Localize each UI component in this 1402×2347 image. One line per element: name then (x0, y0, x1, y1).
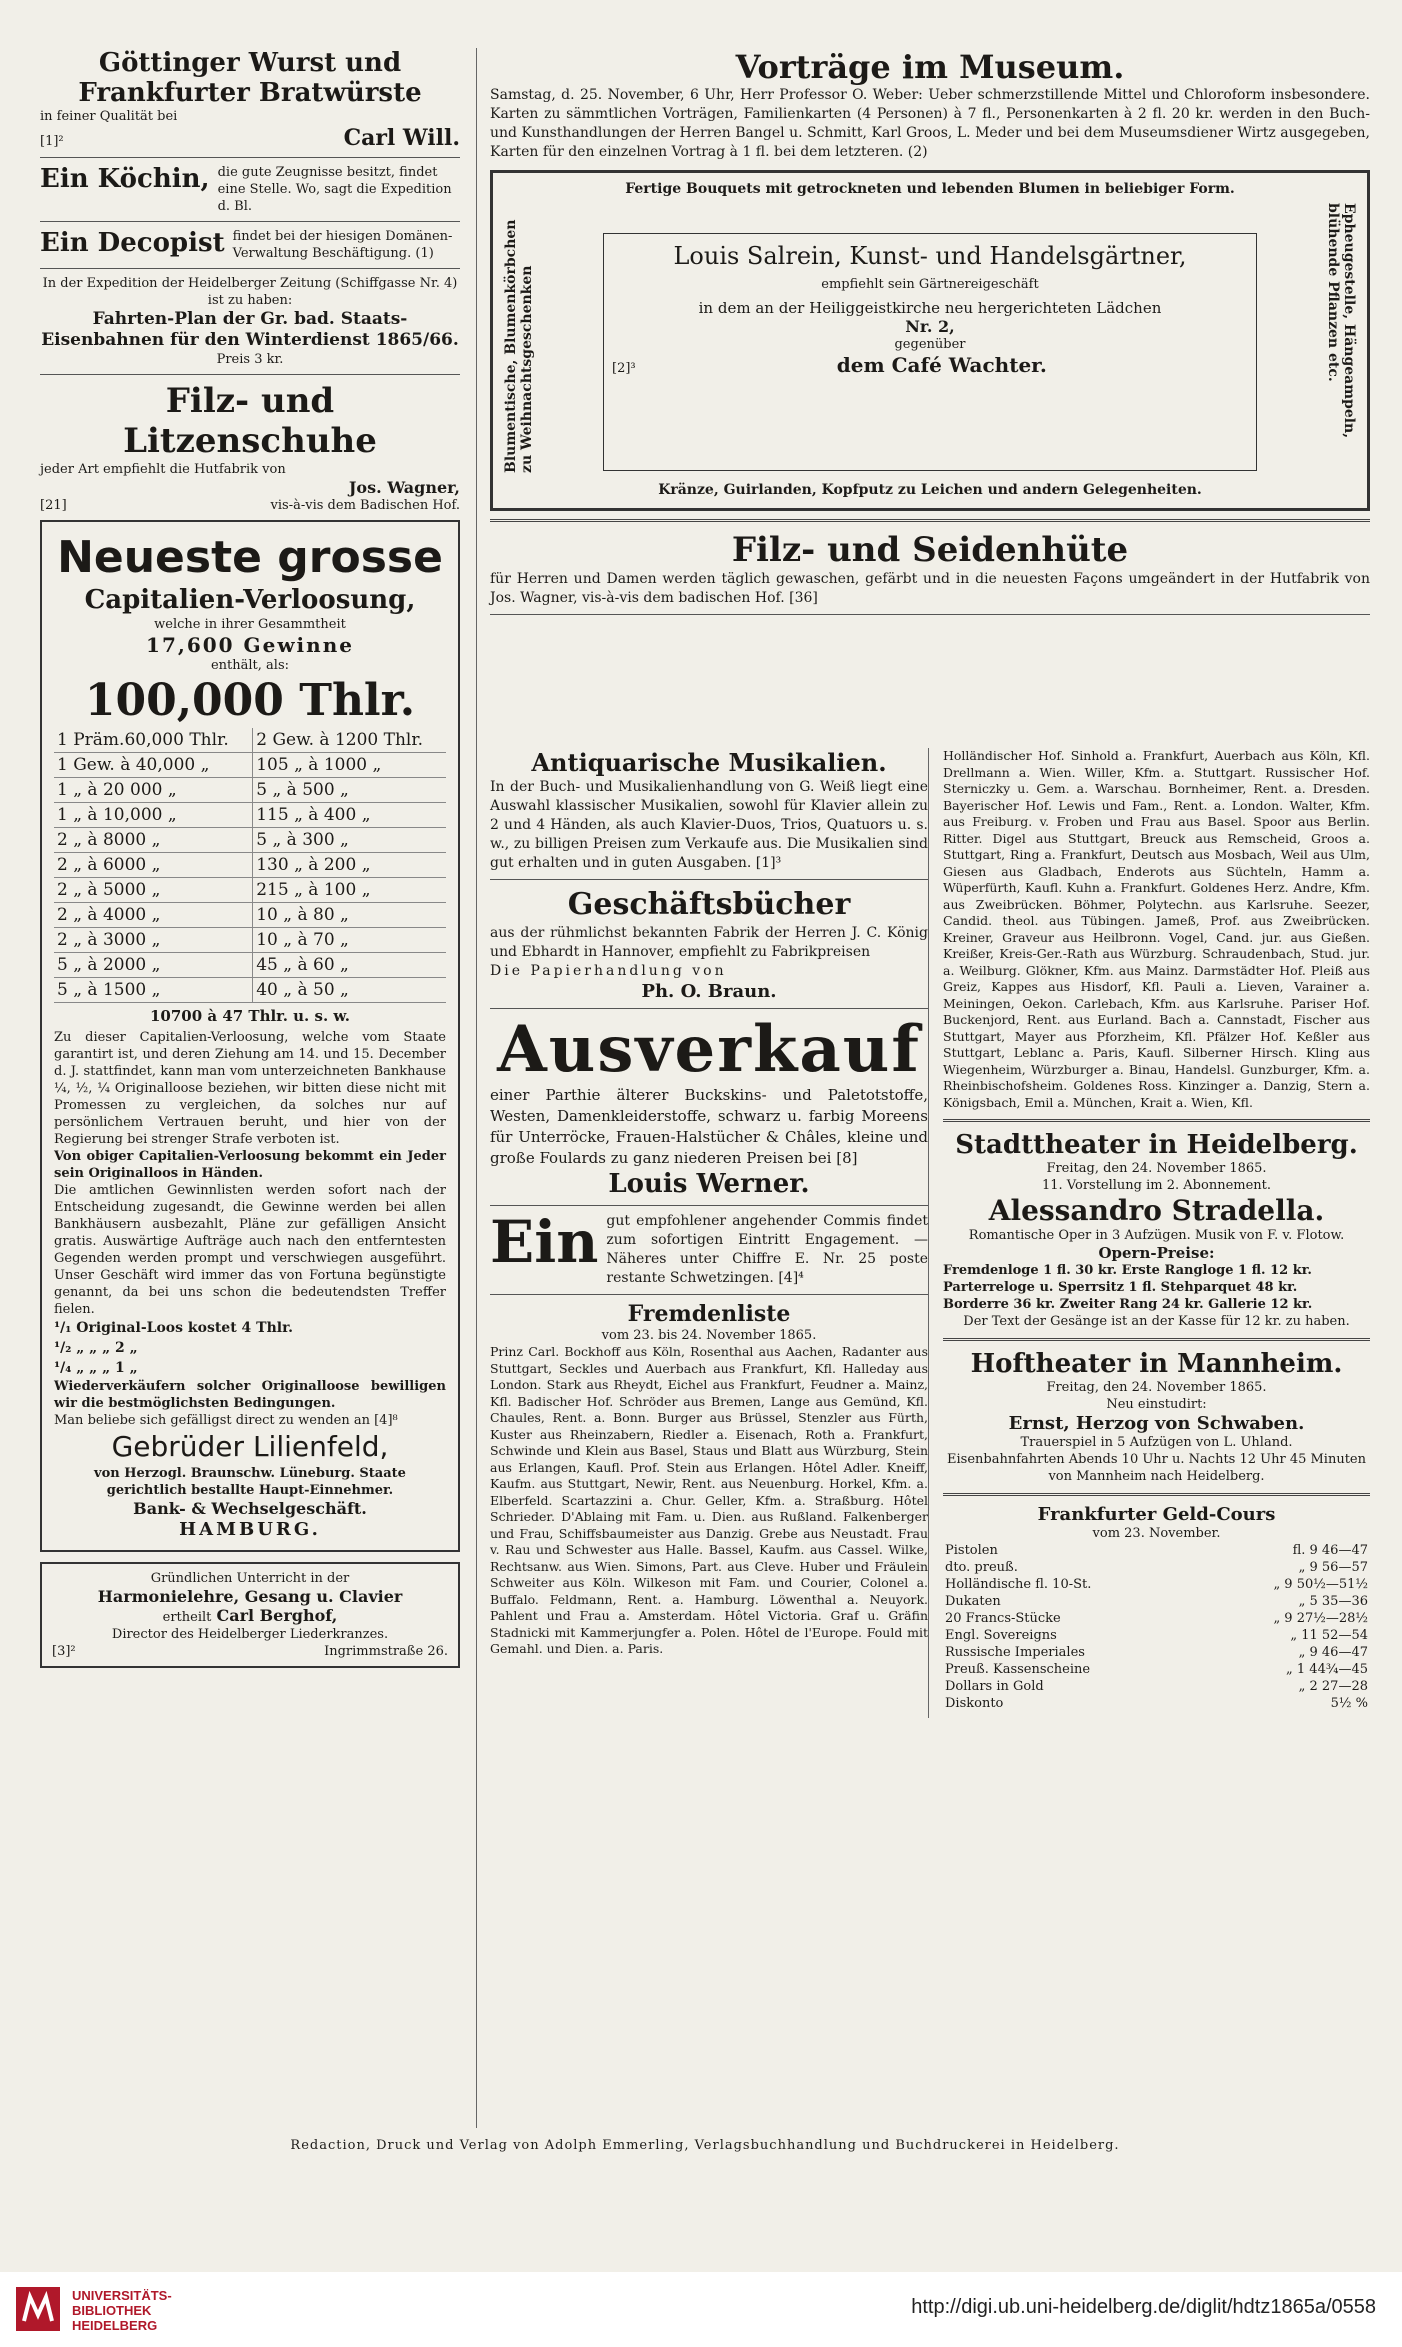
lotterie-body4: Wiederverkäufern solcher Originalloose bewilligen wir die bestmöglichsten Bedingungen. (54, 1379, 446, 1411)
lotterie-cell: 115 „ à 400 „ (253, 803, 446, 828)
fahrplan-l1: In der Expedition der Heidelberger Zeitung (Schiffgasse Nr. 4) ist zu haben: (42, 276, 458, 308)
salrein-top: Fertige Bouquets mit getrockneten und lebenden Blumen in beliebiger Form. (625, 181, 1235, 197)
hute-ad (490, 530, 1370, 608)
lotterie-city: HAMBURG. (179, 1519, 321, 1540)
unterricht-l4: Director des Heidelberger Liederkranzes. (111, 1627, 389, 1642)
lotterie-l1: welche in ihrer Gesammtheit (154, 617, 346, 632)
kurs-row (943, 1576, 1370, 1593)
lotterie-ad (40, 520, 460, 1552)
lotterie-cell: 5 „ à 300 „ (253, 828, 446, 853)
lotterie-cell: 1 Gew. à 40,000 „ (57, 755, 210, 775)
salrein-l5: dem Café Wachter. (836, 353, 1047, 377)
ausverkauf-title: Ausverkauf (497, 1012, 921, 1087)
lotterie-cell: 2 „ à 4000 „ (57, 905, 161, 925)
filz-name: Jos. Wagner, (348, 478, 460, 497)
filz-ref: [21] (40, 498, 67, 513)
lotterie-row (54, 903, 446, 928)
hoftheater-l4: Eisenbahnfahrten Abends 10 Uhr u. Nachts 12 Uhr 45 Minuten von Mannheim nach Heidelberg. (947, 1452, 1366, 1484)
decopist-title: Ein Decopist (40, 228, 225, 258)
fremde-text: Prinz Carl. Bockhoff aus Köln, Rosenthal aus Aachen, Radanter aus Stuttgart, Seckles und Auerbach aus Frankfurt, Kfl. Halleday aus London. Stark aus Rheydt, Eichel aus Frankfurt, Feudner a. Mainz, Kfl. Badischer Hof. Schröder aus Bremen, Lange aus Gemünd, Kfl. Chaules, Rent. a. Bonn. Burger aus Brüssel, Stenzler aus Fürth, Kuster aus Rheinzabern, Riedler a. Eisenach, Roth a. Frankfurt, Schwinde und Klein aus Basel, Staus und Blatt aus Würzburg, Stein aus Erlangen, Kaufl. Prof. Stein aus Erlangen. Hôtel Adler. Kneiff, Kaufm. aus Stuttgart, Newir, Rent. aus Neuenburg. Horkel, Kfm. a. Elberfeld. Scartazzini a. Chur. Geller, Kfm. a. Straßburg. Hôtel Schrieder. D'Ablaing mit Fam. u. Dien. aus Rußland. Falkenberger und Frau, Schiffsbaumeister aus Danzig. Grebe aus Neustadt. Frau v. Rau und Schwester aus Halle. Bassel, Kaufm. aus Cassel. Wilke, Rechtsanw. aus Wien. Simons, Part. aus Cleve. Huber und Fräulein Schweiter aus Köln. Wilkeson mit Fam. und Courier, Colonel a. Buffalo. Feldmann, Rent. a. Hamburg. Löwenthal a. Neuyork. Pahlent und Frau a. Amsterdam. Hôtel Victoria. Graf u. Gräfin Stadnicki mit Kammerjungfer a. Polen. Hôtel de l'Europe. Fould mit Gemahl. und Dien. a. Paris. (490, 1344, 928, 1656)
kurs-table (943, 1542, 1370, 1712)
lotterie-row (54, 828, 446, 853)
hute-ref: [36] (789, 590, 818, 606)
lotterie-cell: 215 „ à 100 „ (253, 878, 446, 903)
wurst-ad (40, 48, 460, 151)
commis-text: gut empfohlener angehender Commis findet zum sofortigen Eintritt Engagement. — Näheres unter Chiffre E. Nr. 25 poste restante Schwetzingen. (606, 1213, 928, 1286)
lotterie-cell: 105 „ à 1000 „ (253, 753, 446, 778)
lotterie-amount: 100,000 Thlr. (84, 675, 416, 726)
unterricht-addr: Ingrimmstraße 26. (324, 1644, 448, 1659)
salrein-inner (603, 233, 1257, 471)
lotterie-price-1: ¹/₁ Original-Loos kostet 4 Thlr. (54, 1320, 294, 1336)
kurs-row (943, 1593, 1370, 1610)
library-logo-icon (16, 2287, 60, 2331)
lotterie-cell: 10 „ à 80 „ (253, 903, 446, 928)
lotterie-cell: 2 „ à 3000 „ (57, 930, 161, 950)
hotels-list: Holländischer Hof. Sinhold a. Frankfurt, Auerbach aus Köln, Kfl. Drellmann a. Wien. Willer, Kfm. a. Stuttgart. Russischer Hof. Sterniczky u. Gem. a. Warschau. Bornheimer, Rent. a. Dresden. Bayerischer Hof. Lewis und Fam., Rent. a. London. Walter, Kfm. aus Freiburg. v. Froben und Frau aus Basel. Spoor aus Berlin. Ritter. Digel aus Stuttgart, Breuck aus Remscheid, Groos a. Stuttgart, Ring a. Frankfurt, Deutsch aus Mosbach, Weil aus Ulm, Giesen aus Gladbach, Enderots aus Süchteln, Hamm a. Wüperfürth, Kaufl. Kuhn a. Frankfurt. Goldenes Herz. Andre, Kfm. aus Zweibrücken. Böhmer, Polytechn. aus Karlsruhe. Seezer, Candid. theol. aus Tübingen. Jameß, Prof. aus Zweibrücken. Kreiner, Graveur aus Heilbronn. Vogel, Cand. jur. aus Gießen. Kreißer, Kreis-Ger.-Rath aus Würzburg. Schraudenbach, Stud. jur. a. Weilburg. Glökner, Kfm. aus Mainz. Darmstädter Hof. Pleiß aus Greiz, Kappes aus Hisdorf, Kfl. Pauli a. Lieven, Varainer a. Meiningen, Oekon. Carlebach, Kfm. aus Karlsruhe. Pariser Hof. Buckenjord, Rent. aus Eurland. Bach a. Cannstadt, Fischer aus Stuttgart, Mayer aus Pforzheim, Kfl. Pfälzer Hof. Keßler aus Stuttgart, Leblanc a. Paris, Kaufl. Silberner Hirsch. Kling aus Wiegenheim, Würzburger a. Binau, Handelsl. Gunzburger, Kfm. a. Rheinbischofsheim. Goldenes Ross. Kinzinger a. Danzig, Stern a. Königsbach, Emil a. München, Krait a. Wien, Kfl. (943, 748, 1370, 1110)
unterricht-l3: ertheilt (162, 1610, 212, 1625)
lotterie-firm2: von Herzogl. Braunschw. Lüneburg. Staate gerichtlich bestallte Haupt-Einnehmer. (94, 1466, 406, 1498)
salrein-left-side: Blumentische, Blumenkörbchen zu Weihnachtsgeschenken (503, 219, 535, 473)
stadttheater-price-3: Borderre 36 kr. Zweiter Rang 24 kr. Gallerie 12 kr. (943, 1297, 1313, 1312)
lotterie-cell: 45 „ à 60 „ (253, 953, 446, 978)
commis-ref: [4]⁴ (778, 1270, 804, 1286)
lotterie-cell: 40 „ à 50 „ (253, 978, 446, 1003)
kurs-row (943, 1542, 1370, 1559)
kurs-cell: dto. preuß. (945, 1560, 1018, 1575)
wurst-ref: [1]² (40, 134, 64, 149)
buecher-l2: Die Papierhandlung von (490, 963, 727, 979)
commis-big: Ein (490, 1208, 599, 1276)
lotterie-firm: Gebrüder Lilienfeld, (111, 1430, 389, 1463)
hute-text: für Herren und Damen werden täglich gewaschen, gefärbt und in die neuesten Façons umgeändert in der Hutfabrik von Jos. Wagner, vis-à-vis dem badischen Hof. (490, 571, 1370, 606)
right-column (490, 48, 1370, 621)
stadttheater-prices-title: Opern-Preise: (1098, 1244, 1215, 1262)
fahrplan-l2: Fahrten-Plan der Gr. bad. Staats-Eisenbahnen für den Winterdienst 1865/66. (41, 309, 459, 350)
salrein-ad (490, 170, 1370, 511)
ausverkauf-text: einer Parthie älterer Buckskins- und Paletotstoffe, Westen, Damenkleiderstoffe, schwarz u. farbig Moreens für Unterröcke, Frauen-Halstücher & Châles, kleine und große Foulards zu ganz niederen Preisen bei (490, 1086, 928, 1167)
lotterie-body2: Von obiger Capitalien-Verloosung bekommt ein Jeder sein Originalloos in Händen. (54, 1149, 446, 1181)
salrein-l2: in dem an der Heiliggeistkirche neu hergerichteten Lädchen (698, 299, 1162, 317)
filz-title: Filz- und Litzenschuhe (123, 381, 377, 461)
lotterie-l2: enthält, als: (210, 658, 290, 673)
middle-column (490, 748, 928, 1664)
lotterie-cell: 5 „ à 1500 „ (57, 980, 161, 1000)
library-l3: HEIDELBERG (72, 2318, 158, 2333)
buecher-text: aus der rühmlichst bekannten Fabrik der Herren J. C. König und Ebhardt in Hannover, empfiehlt zu Fabrikpreisen (490, 925, 928, 960)
buecher-name: Ph. O. Braun. (641, 981, 777, 1002)
salrein-ref: [2]³ (612, 361, 636, 376)
lotterie-cell: 5 „ à 2000 „ (57, 955, 161, 975)
kurs-cell: fl. 9 46—47 (1292, 1543, 1368, 1558)
kurs-row (943, 1695, 1370, 1712)
ausverkauf-ref: [8] (836, 1149, 858, 1167)
left-column (40, 48, 460, 1668)
stadttheater-price-1: Fremdenloge 1 fl. 30 kr. Erste Rangloge 1 fl. 12 kr. (943, 1263, 1312, 1278)
kurs-cell: Diskonto (945, 1696, 1004, 1711)
lotterie-row (54, 778, 446, 803)
imprint: Redaction, Druck und Verlag von Adolph Emmerling, Verlagsbuchhandlung und Buchdruckerei in Heidelberg. (290, 2138, 1120, 2153)
lotterie-row (54, 878, 446, 903)
kurs-cell: Dukaten (945, 1594, 1001, 1609)
filz-text: jeder Art empfiehlt die Hutfabrik von (40, 462, 286, 477)
right-lower-column (928, 748, 1370, 1718)
lotterie-body3: Die amtlichen Gewinnlisten werden sofort nach der Entscheidung zugesandt, die Gewinne werden bei allen Bankhäusern ausbezahlt, Pläne zur gefälligen Ansicht gratis. Auswärtige Aufträge auch nach den entferntesten Gegenden werden prompt und verschwiegen ausgeführt. Unser Geschäft wird immer das von Fortuna begünstigte genannt, da bei uns schon die bedeutendsten Treffer fielen. (54, 1183, 446, 1317)
commis-ad (490, 1208, 928, 1288)
kurs-cell: „ 2 27—28 (1298, 1679, 1368, 1694)
kurs-cell: Engl. Sovereigns (945, 1628, 1057, 1643)
kurs-row (943, 1644, 1370, 1661)
salrein-l1: empfiehlt sein Gärtnereigeschäft (821, 277, 1039, 292)
stadttheater-l3: Romantische Oper in 3 Aufzügen. Musik von F. v. Flotow. (968, 1228, 1345, 1243)
ausverkauf-name: Louis Werner. (608, 1169, 810, 1199)
koechin-title: Ein Köchin, (40, 164, 210, 194)
lotterie-body1: Zu dieser Capitalien-Verloosung, welche vom Staate garantirt ist, und deren Ziehung am 14. und 15. December d. J. stattfindet, kann man vom unterzeichneten Bankhause ¼, ½, ¼ Originalloose beziehen, wir bitten diese nicht mit Promessen zu vergleichen, da solches nur auf persönlichem Vertrauen beruht, und hier von der Regierung bei strenger Strafe verboten ist. (54, 1030, 446, 1147)
kurs-cell: „ 9 56—57 (1298, 1560, 1368, 1575)
library-l1: UNIVERSITÄTS- (72, 2288, 172, 2303)
salrein-l4: gegenüber (894, 337, 966, 352)
wurst-name: Carl Will. (343, 125, 460, 151)
kurs-title: Frankfurter Geld-Cours (1037, 1504, 1276, 1525)
salrein-bottom: Kränze, Guirlanden, Kopfputz zu Leichen und andern Gelegenheiten. (658, 482, 1202, 498)
lotterie-firm3: Bank- & Wechselgeschäft. (133, 1499, 367, 1518)
lotterie-cell: 1 „ à 20 000 „ (57, 780, 177, 800)
antiq-ref: [1]³ (755, 855, 782, 871)
antiq-ad (490, 748, 928, 873)
lotterie-row (54, 928, 446, 953)
kurs-cell: Dollars in Gold (945, 1679, 1044, 1694)
fremde-title: Fremdenliste (627, 1301, 791, 1327)
stadttheater-l4: Der Text der Gesänge ist an der Kasse für 12 kr. zu haben. (963, 1314, 1350, 1329)
filz-ad (40, 381, 460, 514)
hoftheater-title: Hoftheater in Mannheim. (970, 1349, 1343, 1379)
kurs-row (943, 1678, 1370, 1695)
kurs-cell: Pistolen (945, 1543, 998, 1558)
kurs-cell: Russische Imperiales (945, 1645, 1085, 1660)
kurs-date: vom 23. November. (1092, 1526, 1221, 1541)
antiq-text: In der Buch- und Musikalienhandlung von G. Weiß liegt eine Auswahl klassischer Musikalien, sowohl für Klavier allein zu 2 und 4 Händen, als auch Klavier-Duos, Trios, Quatuors u. s. w., zu billigen Preisen zum Verkaufe aus. Die Musikalien sind gut erhalten und in guten Ausgaben. (490, 779, 928, 871)
kurs-cell: „ 1 44¾—45 (1286, 1662, 1368, 1677)
hoftheater-l2: Neu einstudirt: (1106, 1397, 1207, 1412)
museum-ref: (2) (907, 144, 928, 160)
lotterie-cell: 5 „ à 500 „ (253, 778, 446, 803)
stadttheater-l1: Freitag, den 24. November 1865. (1046, 1161, 1267, 1176)
lotterie-ref: [4]⁸ (374, 1413, 398, 1428)
lotterie-row (54, 953, 446, 978)
wurst-sub: in feiner Qualität bei (40, 109, 178, 124)
kurs-cell: Preuß. Kassenscheine (945, 1662, 1091, 1677)
salrein-name: Louis Salrein, Kunst- und Handelsgärtner, (673, 242, 1187, 270)
hoftheater-play: Ernst, Herzog von Schwaben. (1008, 1413, 1305, 1434)
lotterie-cell: 2 „ à 5000 „ (57, 880, 161, 900)
library-name (72, 2288, 172, 2333)
lotterie-count: 17,600 Gewinne (146, 633, 354, 657)
decopist-text: findet bei der hiesigen Domänen-Verwaltung Beschäftigung. (232, 229, 453, 261)
lotterie-body5: Man beliebe sich gefälligst direct zu wenden an (54, 1413, 370, 1428)
fahrplan-l3: Preis 3 kr. (216, 352, 284, 367)
lotterie-cell: 2 „ à 8000 „ (57, 830, 161, 850)
lotterie-cell: 2 „ à 6000 „ (57, 855, 161, 875)
lotterie-cell: 2 Gew. à 1200 Thlr. (253, 728, 446, 753)
buecher-ad (490, 886, 928, 1002)
source-url-link[interactable]: http://digi.ub.uni-heidelberg.de/diglit/hdtz1865a/0558 (911, 2296, 1376, 2318)
kurs-row (943, 1627, 1370, 1644)
unterricht-l2: Harmonielehre, Gesang u. Clavier (97, 1587, 403, 1606)
lotterie-row (54, 728, 446, 753)
hoftheater-l1: Freitag, den 24. November 1865. (1046, 1380, 1267, 1395)
unterricht-name: Carl Berghof, (216, 1606, 338, 1625)
lotterie-cell: 1 Präm.60,000 Thlr. (57, 730, 229, 750)
unterricht-l1: Gründlichen Unterricht in der (150, 1571, 350, 1586)
lotterie-row (54, 853, 446, 878)
museum-text: Samstag, d. 25. November, 6 Uhr, Herr Professor O. Weber: Ueber schmerzstillende Mittel und Chloroform insbesondere. Karten zu sämmtlichen Vorträgen, Familienkarten (4 Personen) à 7 fl., Personenkarten à 2 fl. 20 kr. werden in den Buch- und Kunsthandlungen der Herren Bangel u. Schmitt, Karl Groos, L. Meder und bei dem Museumsdiener Wirtz ausgegeben, Karten für den einzelnen Vortrag à 1 fl. bei dem letzteren. (490, 87, 1370, 160)
hoftheater-l3: Trauerspiel in 5 Aufzügen von L. Uhland. (1020, 1435, 1293, 1450)
stadttheater-price-2: Parterreloge u. Sperrsitz 1 fl. Stehparquet 48 kr. (943, 1280, 1298, 1295)
library-l2: BIBLIOTHEK (72, 2303, 152, 2318)
kurs-cell: Holländische fl. 10-St. (945, 1577, 1092, 1592)
fahrplan-ad (40, 275, 460, 368)
lotterie-price-2: ¹/₂ „ „ „ 2 „ (54, 1340, 138, 1356)
salrein-l3: Nr. 2, (905, 317, 955, 336)
decopist-ad (40, 228, 460, 262)
lotterie-cell: 1 „ à 10,000 „ (57, 805, 177, 825)
antiq-title: Antiquarische Musikalien. (531, 748, 887, 777)
kurs-row (943, 1661, 1370, 1678)
column-divider (476, 48, 477, 2128)
buecher-title: Geschäftsbücher (567, 887, 851, 922)
lotterie-row (54, 753, 446, 778)
lotterie-cell: 10 „ à 70 „ (253, 928, 446, 953)
lotterie-sub: Capitalien-Verloosung, (84, 585, 416, 615)
kurs-cell: „ 9 27½—28½ (1273, 1611, 1368, 1626)
ausverkauf-ad (490, 1012, 928, 1199)
stadttheater-l2: 11. Vorstellung im 2. Abonnement. (1041, 1178, 1272, 1193)
lotterie-table (54, 728, 446, 1003)
unterricht-ref: [3]² (52, 1644, 76, 1659)
salrein-right-side: Epheugestelle, Hängeampeln, blühende Pflanzen etc. (1325, 203, 1357, 439)
decopist-ref: (1) (415, 246, 434, 261)
lotterie-total: 10700 à 47 Thlr. u. s. w. (149, 1007, 351, 1025)
newspaper-page (40, 48, 1370, 2188)
koechin-text: die gute Zeugnisse besitzt, findet eine Stelle. Wo, sagt die Expedition d. Bl. (217, 165, 452, 214)
filz-addr: vis-à-vis dem Badischen Hof. (270, 498, 460, 513)
kurs-cell: „ 9 50½—51½ (1273, 1577, 1368, 1592)
kurs-row (943, 1559, 1370, 1576)
kurs-cell: „ 9 46—47 (1298, 1645, 1368, 1660)
museum-ad (490, 48, 1370, 162)
lotterie-row (54, 803, 446, 828)
kurs-cell: 5½ % (1330, 1696, 1368, 1711)
kurs-cell: „ 5 35—36 (1298, 1594, 1368, 1609)
museum-title: Vorträge im Museum. (735, 48, 1125, 86)
stadttheater-ad (943, 1130, 1370, 1330)
lotterie-price-3: ¹/₄ „ „ „ 1 „ (54, 1360, 138, 1376)
lotterie-row (54, 978, 446, 1003)
hute-title: Filz- und Seidenhüte (731, 530, 1129, 570)
stadttheater-play: Alessandro Stradella. (988, 1194, 1325, 1227)
lotterie-title: Neueste grosse (57, 532, 443, 583)
kurs-cell: „ 11 52—54 (1290, 1628, 1368, 1643)
fremde-date: vom 23. bis 24. November 1865. (601, 1328, 817, 1343)
hoftheater-ad (943, 1349, 1370, 1485)
kurs-row (943, 1610, 1370, 1627)
unterricht-ad (40, 1562, 460, 1668)
koechin-ad (40, 164, 460, 215)
kurs-cell: 20 Francs-Stücke (945, 1611, 1061, 1626)
stadttheater-title: Stadttheater in Heidelberg. (955, 1130, 1358, 1160)
kurs-ad (943, 1504, 1370, 1712)
lotterie-cell: 130 „ à 200 „ (253, 853, 446, 878)
fremde-ad (490, 1301, 928, 1658)
wurst-title: Göttinger Wurst und Frankfurter Bratwürste (78, 48, 422, 108)
